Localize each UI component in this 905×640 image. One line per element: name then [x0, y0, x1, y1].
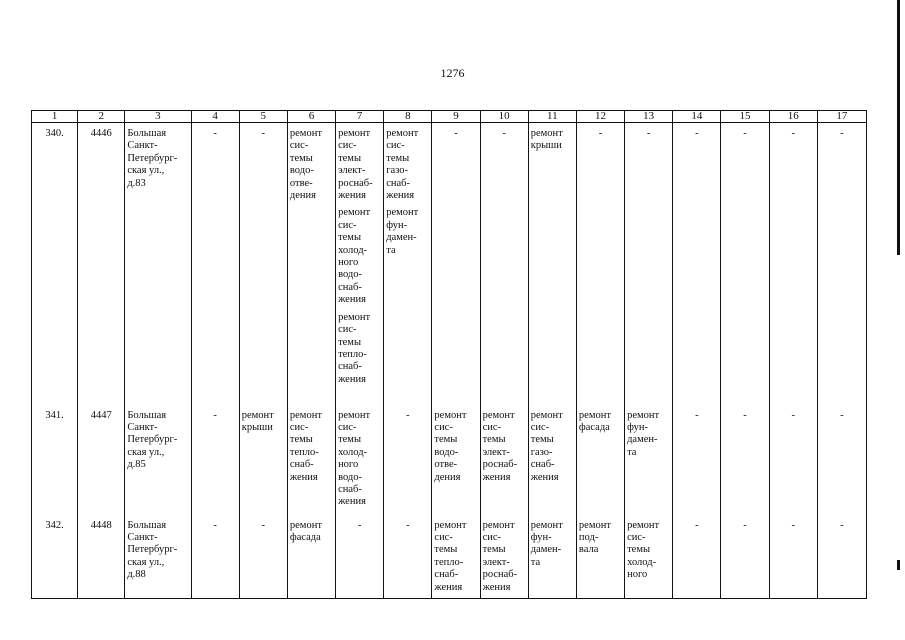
- column-16-cell: -: [769, 515, 817, 599]
- repair-item: ремонт сис- темы тепло- снаб- жения: [434, 519, 467, 593]
- column-15-cell: -: [721, 405, 769, 515]
- column-10-cell: [480, 515, 528, 599]
- repair-item: ремонт сис- темы водо- отве- дения: [434, 409, 467, 483]
- column-11-cell: [528, 405, 576, 515]
- column-15-cell: -: [721, 515, 769, 599]
- address-cell: Большая Санкт- Петербург- ская ул., д.88: [125, 515, 191, 599]
- column-14-cell: -: [673, 123, 721, 405]
- repair-item: ремонт сис- темы элект- роснаб- жения: [482, 409, 518, 483]
- repair-item: ремонт сис- темы водо- отве- дения: [289, 128, 322, 202]
- column-5-cell: -: [239, 123, 287, 405]
- column-14-cell: -: [673, 405, 721, 515]
- column-13-cell: [625, 515, 673, 599]
- table-row: [32, 405, 867, 515]
- column-number: 17: [817, 111, 866, 123]
- column-number: 6: [287, 111, 335, 123]
- repair-item: ремонт фун- дамен- та: [627, 409, 660, 458]
- column-9-cell: [432, 405, 480, 515]
- row-number-cell: 340.: [32, 123, 78, 405]
- repair-item: ремонт сис- темы холод- ного: [627, 519, 660, 581]
- building-code-cell: 4447: [78, 405, 125, 515]
- column-15-cell: -: [721, 123, 769, 405]
- column-6-cell: [287, 405, 335, 515]
- column-8-cell: [384, 123, 432, 405]
- row-number-cell: 342.: [32, 515, 78, 599]
- column-13-cell: -: [625, 123, 673, 405]
- column-7-cell: [336, 123, 384, 405]
- column-9-cell: [432, 515, 480, 599]
- column-17-cell: -: [817, 515, 866, 599]
- edge-mark: [897, 0, 900, 255]
- column-12-cell: [576, 515, 624, 599]
- repair-item: ремонт сис- темы холод- ного водо- снаб- жения: [338, 409, 371, 508]
- column-number: 16: [769, 111, 817, 123]
- repair-item: ремонт сис- темы тепло- снаб- жения: [338, 311, 371, 385]
- table-row: [32, 123, 867, 405]
- column-number: 15: [721, 111, 769, 123]
- column-number: 2: [78, 111, 125, 123]
- column-16-cell: -: [769, 123, 817, 405]
- column-14-cell: -: [673, 515, 721, 599]
- column-9-cell: -: [432, 123, 480, 405]
- repair-item: ремонт сис- темы элект- роснаб- жения: [338, 128, 373, 202]
- column-number: 12: [576, 111, 624, 123]
- column-8-cell: -: [384, 405, 432, 515]
- column-number: 4: [191, 111, 239, 123]
- edge-mark-lower: [897, 560, 900, 570]
- column-number: 7: [336, 111, 384, 123]
- column-11-cell: [528, 123, 576, 405]
- column-11-cell: [528, 515, 576, 599]
- row-number-cell: 341.: [32, 405, 78, 515]
- column-number: 5: [239, 111, 287, 123]
- column-10-cell: [480, 405, 528, 515]
- repair-item: ремонт фасада: [289, 519, 322, 543]
- column-number-header-row: [32, 111, 867, 123]
- repair-item: ремонт фун- дамен- та: [386, 207, 419, 256]
- column-8-cell: -: [384, 515, 432, 599]
- column-number: 13: [625, 111, 673, 123]
- column-13-cell: [625, 405, 673, 515]
- column-5-cell: -: [239, 515, 287, 599]
- page-number: 1276: [440, 66, 465, 80]
- column-16-cell: -: [769, 405, 817, 515]
- column-7-cell: [336, 405, 384, 515]
- column-10-cell: -: [480, 123, 528, 405]
- column-12-cell: -: [576, 123, 624, 405]
- column-4-cell: -: [191, 123, 239, 405]
- column-number: 9: [432, 111, 480, 123]
- repair-item: ремонт сис- темы газо- снаб- жения: [530, 409, 563, 483]
- repair-schedule-table: [31, 110, 867, 599]
- building-code-cell: 4448: [78, 515, 125, 599]
- table-body: [32, 123, 867, 599]
- repair-item: ремонт крыши: [530, 128, 563, 152]
- repair-item: ремонт под- вала: [578, 519, 611, 556]
- repair-item: ремонт фун- дамен- та: [530, 519, 563, 568]
- repair-item: ремонт сис- темы газо- снаб- жения: [386, 128, 419, 202]
- building-code-cell: 4446: [78, 123, 125, 405]
- column-6-cell: [287, 123, 335, 405]
- repair-item: ремонт сис- темы холод- ного водо- снаб- жения: [338, 207, 371, 306]
- column-5-cell: [239, 405, 287, 515]
- address-cell: Большая Санкт- Петербург- ская ул., д.83: [125, 123, 191, 405]
- column-number: 8: [384, 111, 432, 123]
- column-number: 10: [480, 111, 528, 123]
- address-cell: Большая Санкт- Петербург- ская ул., д.85: [125, 405, 191, 515]
- repair-item: ремонт крыши: [241, 409, 274, 433]
- column-12-cell: [576, 405, 624, 515]
- column-17-cell: -: [817, 405, 866, 515]
- column-7-cell: -: [336, 515, 384, 599]
- column-number: 3: [125, 111, 191, 123]
- column-number: 11: [528, 111, 576, 123]
- column-number: 14: [673, 111, 721, 123]
- repair-item: ремонт сис- темы тепло- снаб- жения: [289, 409, 322, 483]
- repair-item: ремонт фасада: [578, 409, 611, 433]
- table-row: [32, 515, 867, 599]
- column-17-cell: -: [817, 123, 866, 405]
- repair-item: ремонт сис- темы элект- роснаб- жения: [482, 519, 518, 593]
- column-number: 1: [32, 111, 78, 123]
- column-4-cell: -: [191, 515, 239, 599]
- column-6-cell: [287, 515, 335, 599]
- column-4-cell: -: [191, 405, 239, 515]
